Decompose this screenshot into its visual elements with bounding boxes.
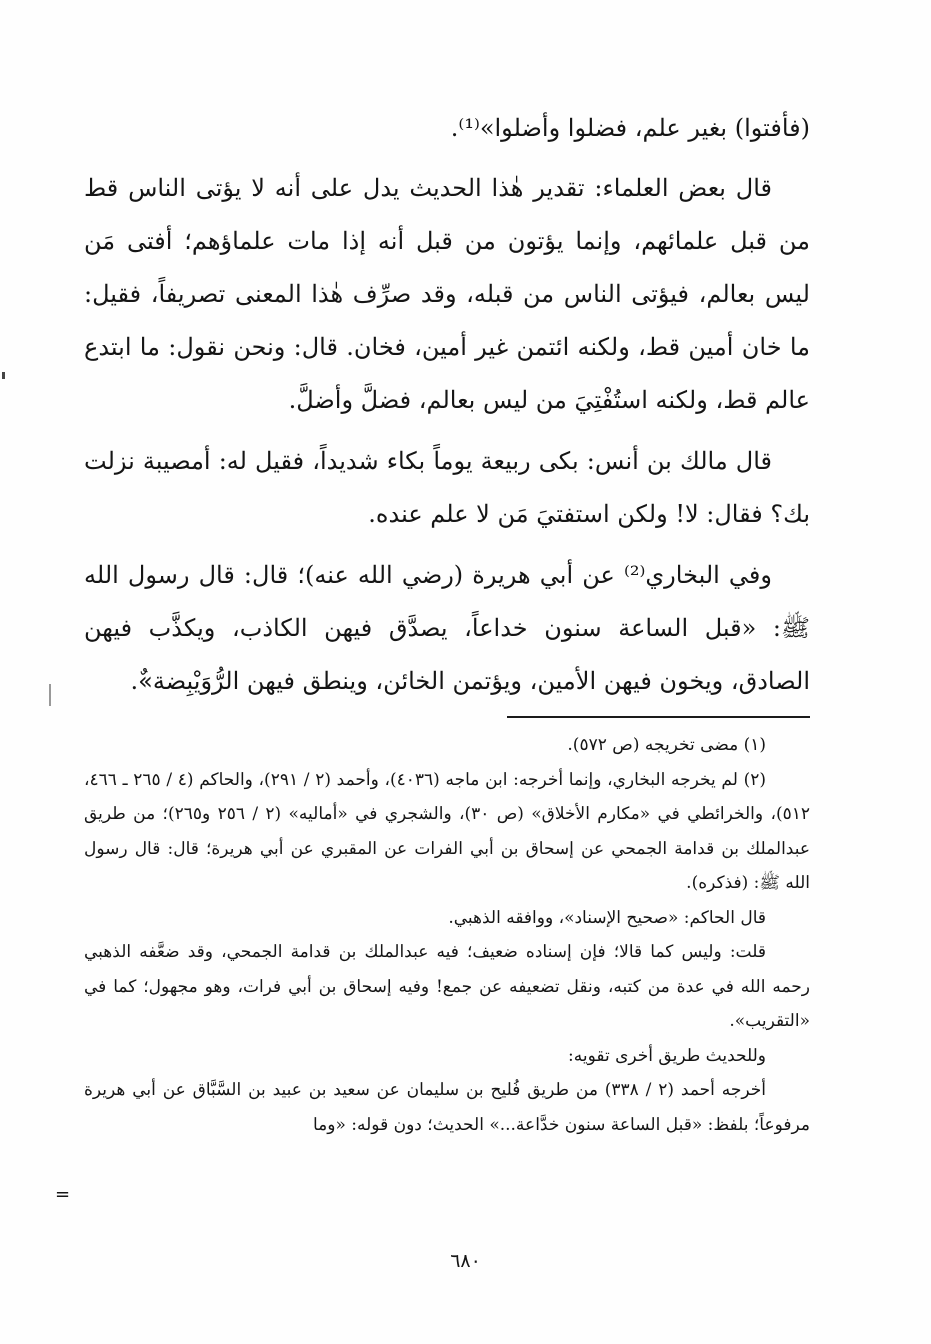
footnote-separator [507, 716, 810, 718]
footnote-1: (١) مضى تخريجه (ص ٥٧٢). [567, 735, 766, 755]
scan-mark [49, 684, 51, 706]
footnotes [84, 728, 810, 1142]
paragraph-continuation: (فأفتوا) بغير علم، فضلوا وأضلوا»⁽¹⁾. [450, 114, 810, 142]
footnote-other-route: وللحديث طريق أخرى تقويه: [568, 1045, 766, 1066]
scan-mark [2, 372, 5, 379]
footnote-critique: قلت: وليس كما قالا؛ فإن إسناده ضعيف؛ فيه عبدالملك بن قدامة الجمحي، وقد ضعَّفه الذهبي رحمه الله في عدة من كتبه، ونقل تضعيفه عن جمع! وفيه إسحاق بن أبي فرات، وهو مجهول؛ كما في «التقريب». [84, 942, 810, 1031]
paragraph-malik-rabiah: قال مالك بن أنس: بكى ربيعة يوماً بكاء شديداً، فقيل له: أمصيبة نزلت بك؟ فقال: لا! ولكن استفتيَ مَن لا علم عنده. [84, 447, 810, 528]
footnote-ahmad: أخرجه أحمد (٢ / ٣٣٨) من طريق فُليح بن سليمان عن سعيد بن عبيد بن السَّبَّاق عن أبي هريرة مرفوعاً؛ بلفظ: «قبل الساعة سنون خدَّاعة...» الحديث؛ دون قوله: «وما [84, 1080, 810, 1135]
footnote-hakim: قال الحاكم: «صحيح الإسناد»، ووافقه الذهبي. [448, 907, 766, 928]
paragraph-scholar-commentary: قال بعض العلماء: تقدير هٰذا الحديث يدل على أنه لا يؤتى الناس قط من قبل علمائهم، وإنما يؤتون من قبل أنه إذا مات علماؤهم؛ أفتى مَن ليس بعالم، فيؤتى الناس من قبله، وقد صرِّف هٰذا المعنى تصريفاً، فقيل: ما خان أمين قط، ولكنه ائتمن غير أمين، فخان. قال: ونحن نقول: ما ابتدع عالم قط، ولكنه استُفْتِيَ من ليس بعالم، فضلَّ وأضلَّ. [84, 174, 810, 414]
main-text [84, 102, 810, 716]
paragraph-bukhari-hadith: وفي البخاري⁽²⁾ عن أبي هريرة (رضي الله عنه)؛ قال: قال رسول الله ﷺ: «قبل الساعة سنون خداعاً، يصدَّق فيهن الكاذب، ويكذَّب فيهن الصادق، ويخون فيهن الأمين، ويؤتمن الخائن، وينطق فيهن الرُّوَيْبِضة»ٌ. [84, 561, 810, 695]
page-number: ٦٨٠ [450, 1250, 481, 1272]
continuation-mark: = [55, 1184, 71, 1205]
footnote-2: (٢) لم يخرجه البخاري، وإنما أخرجه: ابن ماجه (٤٠٣٦)، وأحمد (٢ / ٢٩١)، والحاكم (٤ / ٢٦٥ ـ ٤٦٦، ٥١٢)، والخرائطي في «مكارم الأخلاق» (ص ٣٠)، والشجري في «أماليه» (٢ / ٢٥٦ و٢٦٥)؛ من طريق عبدالملك بن قدامة الجمحي عن إسحاق بن أبي الفرات عن المقبري عن أبي هريرة؛ قال: قال رسول الله ﷺ: (فذكره). [84, 769, 810, 893]
